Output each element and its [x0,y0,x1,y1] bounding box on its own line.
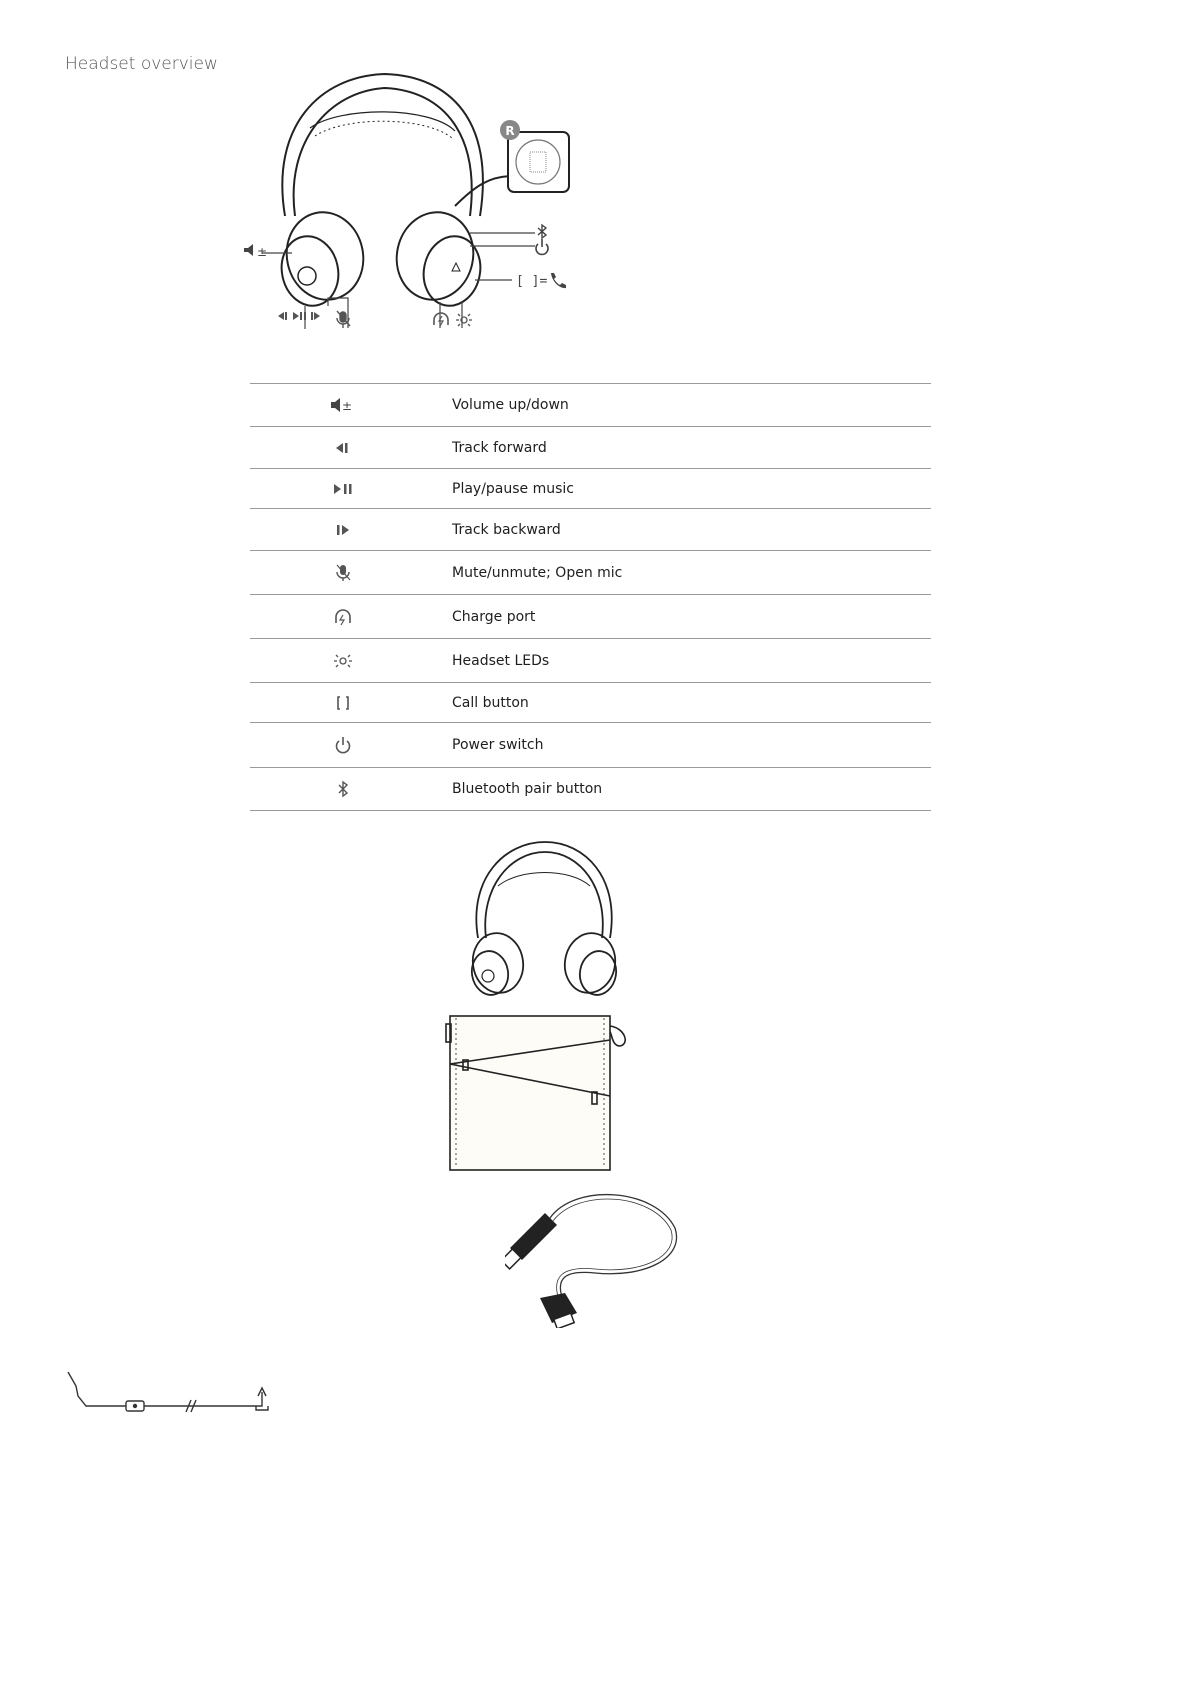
track-controls-icon [278,312,320,320]
control-description: Volume up/down [435,384,931,427]
right-side-badge: R [505,124,515,138]
control-description: Play/pause music [435,469,931,509]
table-row [250,384,931,427]
svg-text:±: ± [341,399,352,413]
control-description: Track forward [435,427,931,469]
control-description: Charge port [435,595,931,639]
table-row [250,639,931,683]
bluetooth-icon [538,225,546,238]
table-row [250,427,931,469]
control-description: Call button [435,683,931,723]
microphone-icon [250,551,435,595]
control-description: Headset LEDs [435,639,931,683]
table-row [250,723,931,768]
power-icon [250,723,435,768]
control-description: Power switch [435,723,931,768]
svg-text:[ ]=: [ ]= [516,274,548,289]
audio-cable-illustration [60,1366,280,1426]
volume-icon [244,244,267,259]
call-callout [516,273,566,289]
charge-port-icon [434,313,448,326]
led-icon [250,639,435,683]
track-forward-icon [250,427,435,469]
table-row [250,768,931,811]
table-row [250,595,931,639]
track-backward-icon [250,509,435,551]
control-description: Mute/unmute; Open mic [435,551,931,595]
charge-port-icon [250,595,435,639]
power-icon [536,239,548,254]
carry-pouch-illustration [440,1012,640,1172]
headset-overview-diagram [240,66,580,366]
table-row [250,469,931,509]
controls-table [250,383,931,811]
page-title: Headset overview [65,54,218,74]
control-description: Track backward [435,509,931,551]
call-button-icon [250,683,435,723]
led-icon [456,314,472,326]
usb-cable-illustration [505,1178,685,1328]
svg-text:±: ± [257,245,268,259]
play-pause-icon [250,469,435,509]
bluetooth-icon [250,768,435,811]
table-row [250,551,931,595]
control-description: Bluetooth pair button [435,768,931,811]
table-row [250,683,931,723]
volume-icon [250,384,435,427]
headset-illustration [460,838,630,1018]
table-row [250,509,931,551]
